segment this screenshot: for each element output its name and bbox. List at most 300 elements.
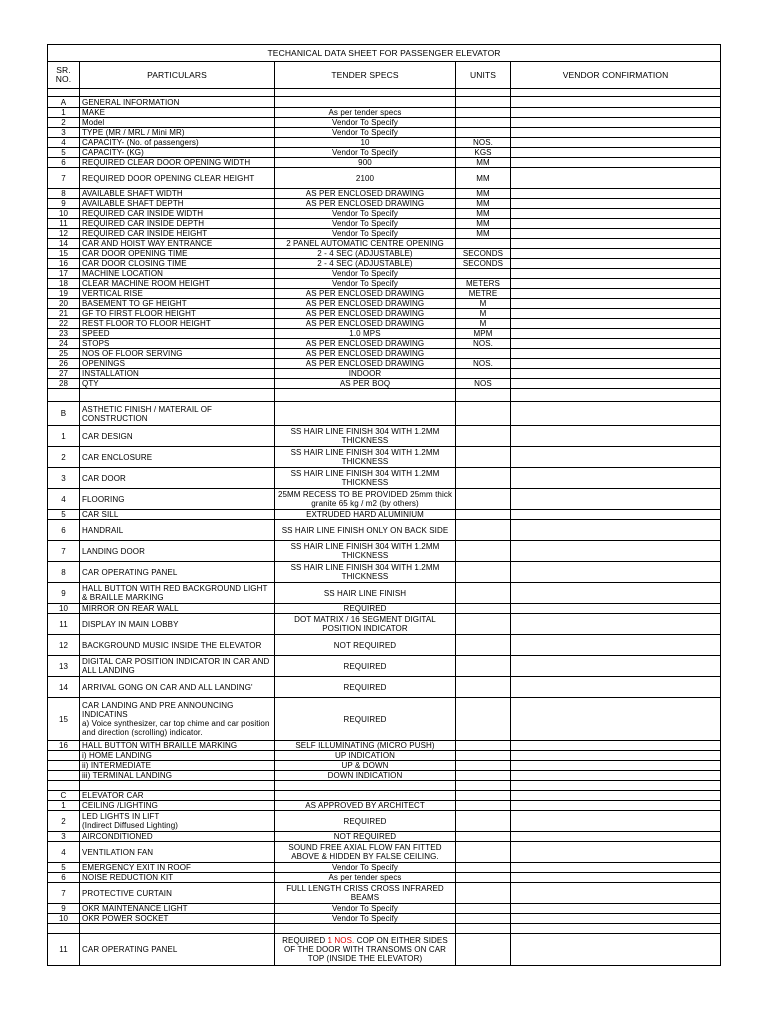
vendor-confirmation-cell xyxy=(511,801,721,811)
particulars-cell: CAPACITY- (KG) xyxy=(80,148,275,158)
vendor-confirmation-cell xyxy=(511,269,721,279)
particulars-cell: REQUIRED CLEAR DOOR OPENING WIDTH xyxy=(80,158,275,168)
table-row xyxy=(48,108,721,118)
sr-cell: 2 xyxy=(48,447,80,468)
unit-cell: SECONDS xyxy=(456,249,511,259)
particulars-cell: REQUIRED CAR INSIDE HEIGHT xyxy=(80,229,275,239)
vendor-confirmation-cell xyxy=(511,924,721,934)
particulars-cell: ARRIVAL GONG ON CAR AND ALL LANDING' xyxy=(80,677,275,698)
sr-cell: 3 xyxy=(48,468,80,489)
table-row xyxy=(48,614,721,635)
header-particulars: PARTICULARS xyxy=(80,62,275,89)
particulars-cell: ii) INTERMEDIATE xyxy=(80,761,275,771)
vendor-confirmation-cell xyxy=(511,239,721,249)
sr-cell: 28 xyxy=(48,379,80,389)
tender-spec-cell xyxy=(275,89,456,97)
sr-cell: 4 xyxy=(48,489,80,510)
tender-spec-cell: Vendor To Specify xyxy=(275,279,456,289)
particulars-cell xyxy=(80,811,275,832)
header-row xyxy=(48,62,721,89)
unit-cell xyxy=(456,349,511,359)
unit-cell xyxy=(456,904,511,914)
sr-cell: 15 xyxy=(48,249,80,259)
tender-spec-cell: As per tender specs xyxy=(275,873,456,883)
sr-cell: 26 xyxy=(48,359,80,369)
tender-spec-cell: AS APPROVED BY ARCHITECT xyxy=(275,801,456,811)
table-row xyxy=(48,168,721,189)
particulars-cell: ELEVATOR CAR xyxy=(80,791,275,801)
sr-cell: 4 xyxy=(48,842,80,863)
tender-spec-cell: AS PER ENCLOSED DRAWING xyxy=(275,319,456,329)
sr-cell: 11 xyxy=(48,614,80,635)
sr-cell: 14 xyxy=(48,239,80,249)
sr-cell: 10 xyxy=(48,209,80,219)
table-row xyxy=(48,904,721,914)
tender-spec-cell: AS PER ENCLOSED DRAWING xyxy=(275,289,456,299)
tender-spec-cell: Vendor To Specify xyxy=(275,863,456,873)
sr-cell xyxy=(48,781,80,791)
sr-cell xyxy=(48,771,80,781)
tender-spec-cell: 2100 xyxy=(275,168,456,189)
vendor-confirmation-cell xyxy=(511,319,721,329)
particulars-subline: (Indirect Diffused Lighting) xyxy=(82,821,179,830)
particulars-cell: SPEED xyxy=(80,329,275,339)
sr-cell: 1 xyxy=(48,426,80,447)
particulars-cell: REQUIRED CAR INSIDE DEPTH xyxy=(80,219,275,229)
tender-spec-cell: SS HAIR LINE FINISH 304 WITH 1.2MM THICKNESS xyxy=(275,468,456,489)
vendor-confirmation-cell xyxy=(511,158,721,168)
particulars-cell: OKR MAINTENANCE LIGHT xyxy=(80,904,275,914)
tender-spec-cell: DOWN INDICATION xyxy=(275,771,456,781)
vendor-confirmation-cell xyxy=(511,148,721,158)
unit-cell xyxy=(456,761,511,771)
table-row xyxy=(48,791,721,801)
particulars-cell: EMERGENCY EXIT IN ROOF xyxy=(80,863,275,873)
unit-cell: METRE xyxy=(456,289,511,299)
unit-cell xyxy=(456,489,511,510)
table-row xyxy=(48,489,721,510)
unit-cell: MM xyxy=(456,158,511,168)
unit-cell xyxy=(456,698,511,741)
unit-cell: KGS xyxy=(456,148,511,158)
table-row xyxy=(48,781,721,791)
tender-spec-cell: 2 PANEL AUTOMATIC CENTRE OPENING xyxy=(275,239,456,249)
tender-spec-cell: DOT MATRIX / 16 SEGMENT DIGITAL POSITION INDICATOR xyxy=(275,614,456,635)
sr-cell: 9 xyxy=(48,199,80,209)
particulars-cell: DISPLAY IN MAIN LOBBY xyxy=(80,614,275,635)
vendor-confirmation-cell xyxy=(511,309,721,319)
tender-spec-cell: 1.0 MPS xyxy=(275,329,456,339)
tender-spec-cell: Vendor To Specify xyxy=(275,118,456,128)
particulars-cell: FLOORING xyxy=(80,489,275,510)
sr-cell: 19 xyxy=(48,289,80,299)
table-row xyxy=(48,369,721,379)
vendor-confirmation-cell xyxy=(511,447,721,468)
sr-cell: 16 xyxy=(48,741,80,751)
unit-cell xyxy=(456,89,511,97)
unit-cell xyxy=(456,781,511,791)
unit-cell xyxy=(456,583,511,604)
vendor-confirmation-cell xyxy=(511,520,721,541)
table-row xyxy=(48,562,721,583)
vendor-confirmation-cell xyxy=(511,781,721,791)
particulars-cell: REQUIRED CAR INSIDE WIDTH xyxy=(80,209,275,219)
table-row xyxy=(48,604,721,614)
tender-spec-cell xyxy=(275,781,456,791)
table-row xyxy=(48,89,721,97)
particulars-cell: REQUIRED DOOR OPENING CLEAR HEIGHT xyxy=(80,168,275,189)
particulars-cell: GF TO FIRST FLOOR HEIGHT xyxy=(80,309,275,319)
sr-cell xyxy=(48,751,80,761)
header-vendor-confirmation: VENDOR CONFIRMATION xyxy=(511,62,721,89)
table-row xyxy=(48,771,721,781)
sr-cell xyxy=(48,89,80,97)
sr-cell: 5 xyxy=(48,148,80,158)
vendor-confirmation-cell xyxy=(511,934,721,966)
table-row xyxy=(48,883,721,904)
sr-cell: B xyxy=(48,402,80,426)
particulars-cell: iii) TERMINAL LANDING xyxy=(80,771,275,781)
particulars-line: LED LIGHTS IN LIFT xyxy=(82,812,160,821)
sr-cell: 11 xyxy=(48,934,80,966)
particulars-cell: BACKGROUND MUSIC INSIDE THE ELEVATOR xyxy=(80,635,275,656)
sr-cell: 9 xyxy=(48,904,80,914)
particulars-cell: OPENINGS xyxy=(80,359,275,369)
vendor-confirmation-cell xyxy=(511,468,721,489)
sr-cell: 9 xyxy=(48,583,80,604)
unit-cell: NOS. xyxy=(456,339,511,349)
sr-cell: 6 xyxy=(48,520,80,541)
vendor-confirmation-cell xyxy=(511,614,721,635)
unit-cell xyxy=(456,873,511,883)
vendor-confirmation-cell xyxy=(511,904,721,914)
table-row xyxy=(48,761,721,771)
unit-cell: MM xyxy=(456,219,511,229)
unit-cell xyxy=(456,426,511,447)
vendor-confirmation-cell xyxy=(511,842,721,863)
tender-spec-cell xyxy=(275,791,456,801)
header-units: UNITS xyxy=(456,62,511,89)
unit-cell xyxy=(456,656,511,677)
vendor-confirmation-cell xyxy=(511,583,721,604)
particulars-cell: CLEAR MACHINE ROOM HEIGHT xyxy=(80,279,275,289)
tender-spec-cell: Vendor To Specify xyxy=(275,219,456,229)
table-row xyxy=(48,259,721,269)
vendor-confirmation-cell xyxy=(511,741,721,751)
particulars-cell xyxy=(80,389,275,402)
unit-cell xyxy=(456,562,511,583)
unit-cell xyxy=(456,842,511,863)
particulars-cell: AIRCONDITIONED xyxy=(80,832,275,842)
table-row xyxy=(48,389,721,402)
vendor-confirmation-cell xyxy=(511,426,721,447)
spec-table xyxy=(47,44,721,966)
unit-cell xyxy=(456,239,511,249)
table-row xyxy=(48,873,721,883)
tender-spec-cell: AS PER ENCLOSED DRAWING xyxy=(275,309,456,319)
vendor-confirmation-cell xyxy=(511,751,721,761)
sr-cell: 2 xyxy=(48,118,80,128)
tender-spec-cell: AS PER ENCLOSED DRAWING xyxy=(275,359,456,369)
vendor-confirmation-cell xyxy=(511,339,721,349)
particulars-cell: REST FLOOR TO FLOOR HEIGHT xyxy=(80,319,275,329)
unit-cell xyxy=(456,468,511,489)
tender-spec-cell: 2 - 4 SEC (ADJUSTABLE) xyxy=(275,249,456,259)
particulars-cell: INSTALLATION xyxy=(80,369,275,379)
vendor-confirmation-cell xyxy=(511,656,721,677)
particulars-cell: STOPS xyxy=(80,339,275,349)
vendor-confirmation-cell xyxy=(511,229,721,239)
table-row xyxy=(48,299,721,309)
particulars-cell: Model xyxy=(80,118,275,128)
particulars-cell: BASEMENT TO GF HEIGHT xyxy=(80,299,275,309)
table-row xyxy=(48,209,721,219)
vendor-confirmation-cell xyxy=(511,541,721,562)
tender-spec-cell: As per tender specs xyxy=(275,108,456,118)
table-row xyxy=(48,656,721,677)
sr-cell: 5 xyxy=(48,863,80,873)
unit-cell: MM xyxy=(456,209,511,219)
vendor-confirmation-cell xyxy=(511,863,721,873)
vendor-confirmation-cell xyxy=(511,914,721,924)
tender-spec-cell: FULL LENGTH CRISS CROSS INFRARED BEAMS xyxy=(275,883,456,904)
particulars-cell: CAR AND HOIST WAY ENTRANCE xyxy=(80,239,275,249)
tender-spec-cell xyxy=(275,934,456,966)
tender-spec-cell: SELF ILLUMINATING (MICRO PUSH) xyxy=(275,741,456,751)
vendor-confirmation-cell xyxy=(511,359,721,369)
tender-spec-cell: SS HAIR LINE FINISH 304 WITH 1.2MM THICKNESS xyxy=(275,426,456,447)
sr-cell: 2 xyxy=(48,811,80,832)
table-row xyxy=(48,97,721,108)
tender-spec-cell: 2 - 4 SEC (ADJUSTABLE) xyxy=(275,259,456,269)
sr-cell: 12 xyxy=(48,635,80,656)
particulars-subline: a) Voice synthesizer, car top chime and car position and direction (scrolling) indicator. xyxy=(82,719,270,737)
unit-cell xyxy=(456,108,511,118)
particulars-cell: CEILING /LIGHTING xyxy=(80,801,275,811)
tender-spec-prefix: REQUIRED xyxy=(282,936,328,945)
table-row xyxy=(48,289,721,299)
table-row xyxy=(48,832,721,842)
sr-cell: 27 xyxy=(48,369,80,379)
table-row xyxy=(48,677,721,698)
particulars-cell xyxy=(80,698,275,741)
unit-cell: MM xyxy=(456,168,511,189)
unit-cell: MM xyxy=(456,229,511,239)
table-row xyxy=(48,811,721,832)
table-row xyxy=(48,249,721,259)
vendor-confirmation-cell xyxy=(511,329,721,339)
sr-cell: 6 xyxy=(48,158,80,168)
tender-spec-cell: AS PER ENCLOSED DRAWING xyxy=(275,299,456,309)
sr-cell: 8 xyxy=(48,562,80,583)
unit-cell xyxy=(456,832,511,842)
table-row xyxy=(48,520,721,541)
table-row xyxy=(48,741,721,751)
tender-spec-cell: 25MM RECESS TO BE PROVIDED 25mm thick granite 65 kg / m2 (by others) xyxy=(275,489,456,510)
table-row xyxy=(48,118,721,128)
tender-spec-cell: SOUND FREE AXIAL FLOW FAN FITTED ABOVE & HIDDEN BY FALSE CEILING. xyxy=(275,842,456,863)
vendor-confirmation-cell xyxy=(511,138,721,148)
sr-cell: 3 xyxy=(48,128,80,138)
tender-spec-cell: REQUIRED xyxy=(275,698,456,741)
table-row xyxy=(48,239,721,249)
tender-spec-rest: COP ON EITHER SIDES OF THE DOOR WITH TRANSOMS ON CAR TOP (INSIDE THE ELEVATOR) xyxy=(283,936,448,963)
sr-cell: 1 xyxy=(48,108,80,118)
table-row xyxy=(48,698,721,741)
vendor-confirmation-cell xyxy=(511,279,721,289)
tender-spec-cell: EXTRUDED HARD ALUMINIUM xyxy=(275,510,456,520)
sr-cell: 16 xyxy=(48,259,80,269)
vendor-confirmation-cell xyxy=(511,249,721,259)
sr-cell xyxy=(48,389,80,402)
sr-cell: 7 xyxy=(48,883,80,904)
sr-cell: 15 xyxy=(48,698,80,741)
table-row xyxy=(48,329,721,339)
sr-cell: 11 xyxy=(48,219,80,229)
table-row xyxy=(48,319,721,329)
table-row xyxy=(48,138,721,148)
sr-cell: 18 xyxy=(48,279,80,289)
unit-cell xyxy=(456,924,511,934)
tender-spec-cell: NOT REQUIRED xyxy=(275,832,456,842)
sr-cell xyxy=(48,924,80,934)
particulars-cell: DIGITAL CAR POSITION INDICATOR IN CAR AND ALL LANDING xyxy=(80,656,275,677)
unit-cell xyxy=(456,635,511,656)
sr-cell: 1 xyxy=(48,801,80,811)
vendor-confirmation-cell xyxy=(511,168,721,189)
table-row xyxy=(48,510,721,520)
sr-cell: 23 xyxy=(48,329,80,339)
unit-cell xyxy=(456,541,511,562)
unit-cell: NOS. xyxy=(456,138,511,148)
vendor-confirmation-cell xyxy=(511,832,721,842)
sr-cell: 20 xyxy=(48,299,80,309)
tender-spec-cell: Vendor To Specify xyxy=(275,904,456,914)
sr-cell: 8 xyxy=(48,189,80,199)
particulars-cell: GENERAL INFORMATION xyxy=(80,97,275,108)
table-row xyxy=(48,379,721,389)
unit-cell xyxy=(456,520,511,541)
table-row xyxy=(48,279,721,289)
sr-cell: 13 xyxy=(48,656,80,677)
vendor-confirmation-cell xyxy=(511,379,721,389)
header-sr-no: SR. NO. xyxy=(48,62,80,89)
tender-spec-cell: SS HAIR LINE FINISH 304 WITH 1.2MM THICKNESS xyxy=(275,447,456,468)
tender-spec-cell xyxy=(275,924,456,934)
vendor-confirmation-cell xyxy=(511,289,721,299)
table-row xyxy=(48,863,721,873)
sr-cell: 12 xyxy=(48,229,80,239)
particulars-cell: MIRROR ON REAR WALL xyxy=(80,604,275,614)
particulars-cell: AVAILABLE SHAFT DEPTH xyxy=(80,199,275,209)
table-row xyxy=(48,426,721,447)
vendor-confirmation-cell xyxy=(511,489,721,510)
particulars-cell: CAPACITY- (No. of passengers) xyxy=(80,138,275,148)
tender-spec-cell xyxy=(275,389,456,402)
vendor-confirmation-cell xyxy=(511,369,721,379)
vendor-confirmation-cell xyxy=(511,635,721,656)
tender-spec-cell: AS PER ENCLOSED DRAWING xyxy=(275,199,456,209)
tender-spec-highlight: 1 NOS. xyxy=(327,936,355,945)
unit-cell: SECONDS xyxy=(456,259,511,269)
table-row xyxy=(48,842,721,863)
sr-cell: 6 xyxy=(48,873,80,883)
particulars-cell: HALL BUTTON WITH BRAILLE MARKING xyxy=(80,741,275,751)
tender-spec-cell: REQUIRED xyxy=(275,811,456,832)
tender-spec-cell xyxy=(275,97,456,108)
unit-cell: MM xyxy=(456,189,511,199)
particulars-cell: VENTILATION FAN xyxy=(80,842,275,863)
table-row xyxy=(48,635,721,656)
unit-cell xyxy=(456,118,511,128)
vendor-confirmation-cell xyxy=(511,299,721,309)
particulars-cell xyxy=(80,781,275,791)
particulars-cell: VERTICAL RISE xyxy=(80,289,275,299)
tender-spec-cell: SS HAIR LINE FINISH 304 WITH 1.2MM THICKNESS xyxy=(275,562,456,583)
vendor-confirmation-cell xyxy=(511,219,721,229)
tender-spec-cell: REQUIRED xyxy=(275,677,456,698)
tender-spec-cell: SS HAIR LINE FINISH xyxy=(275,583,456,604)
tender-spec-cell: Vendor To Specify xyxy=(275,229,456,239)
tender-spec-cell: REQUIRED xyxy=(275,604,456,614)
vendor-confirmation-cell xyxy=(511,199,721,209)
unit-cell xyxy=(456,771,511,781)
sr-cell: 22 xyxy=(48,319,80,329)
sr-cell: 10 xyxy=(48,604,80,614)
table-row xyxy=(48,468,721,489)
unit-cell: METERS xyxy=(456,279,511,289)
table-row xyxy=(48,914,721,924)
sheet-title: TECHANICAL DATA SHEET FOR PASSENGER ELEVATOR xyxy=(48,45,721,62)
table-row xyxy=(48,447,721,468)
unit-cell xyxy=(456,614,511,635)
sr-cell: A xyxy=(48,97,80,108)
unit-cell: M xyxy=(456,309,511,319)
tender-spec-cell: Vendor To Specify xyxy=(275,209,456,219)
table-row xyxy=(48,229,721,239)
particulars-cell: CAR DOOR OPENING TIME xyxy=(80,249,275,259)
vendor-confirmation-cell xyxy=(511,209,721,219)
vendor-confirmation-cell xyxy=(511,883,721,904)
unit-cell xyxy=(456,510,511,520)
tender-spec-cell: REQUIRED xyxy=(275,656,456,677)
vendor-confirmation-cell xyxy=(511,698,721,741)
vendor-confirmation-cell xyxy=(511,791,721,801)
vendor-confirmation-cell xyxy=(511,510,721,520)
table-row xyxy=(48,219,721,229)
particulars-cell: AVAILABLE SHAFT WIDTH xyxy=(80,189,275,199)
unit-cell xyxy=(456,447,511,468)
table-row xyxy=(48,541,721,562)
sr-cell: C xyxy=(48,791,80,801)
table-row xyxy=(48,339,721,349)
unit-cell: NOS xyxy=(456,379,511,389)
table-row xyxy=(48,128,721,138)
particulars-line: CAR LANDING AND PRE ANNOUNCING INDICATINS xyxy=(82,701,234,719)
unit-cell xyxy=(456,389,511,402)
tender-spec-cell: UP & DOWN xyxy=(275,761,456,771)
particulars-cell: QTY xyxy=(80,379,275,389)
vendor-confirmation-cell xyxy=(511,604,721,614)
tender-spec-cell xyxy=(275,402,456,426)
particulars-cell: CAR DESIGN xyxy=(80,426,275,447)
particulars-cell: MACHINE LOCATION xyxy=(80,269,275,279)
sr-cell: 21 xyxy=(48,309,80,319)
sr-cell: 5 xyxy=(48,510,80,520)
unit-cell: MPM xyxy=(456,329,511,339)
unit-cell xyxy=(456,863,511,873)
table-row xyxy=(48,751,721,761)
